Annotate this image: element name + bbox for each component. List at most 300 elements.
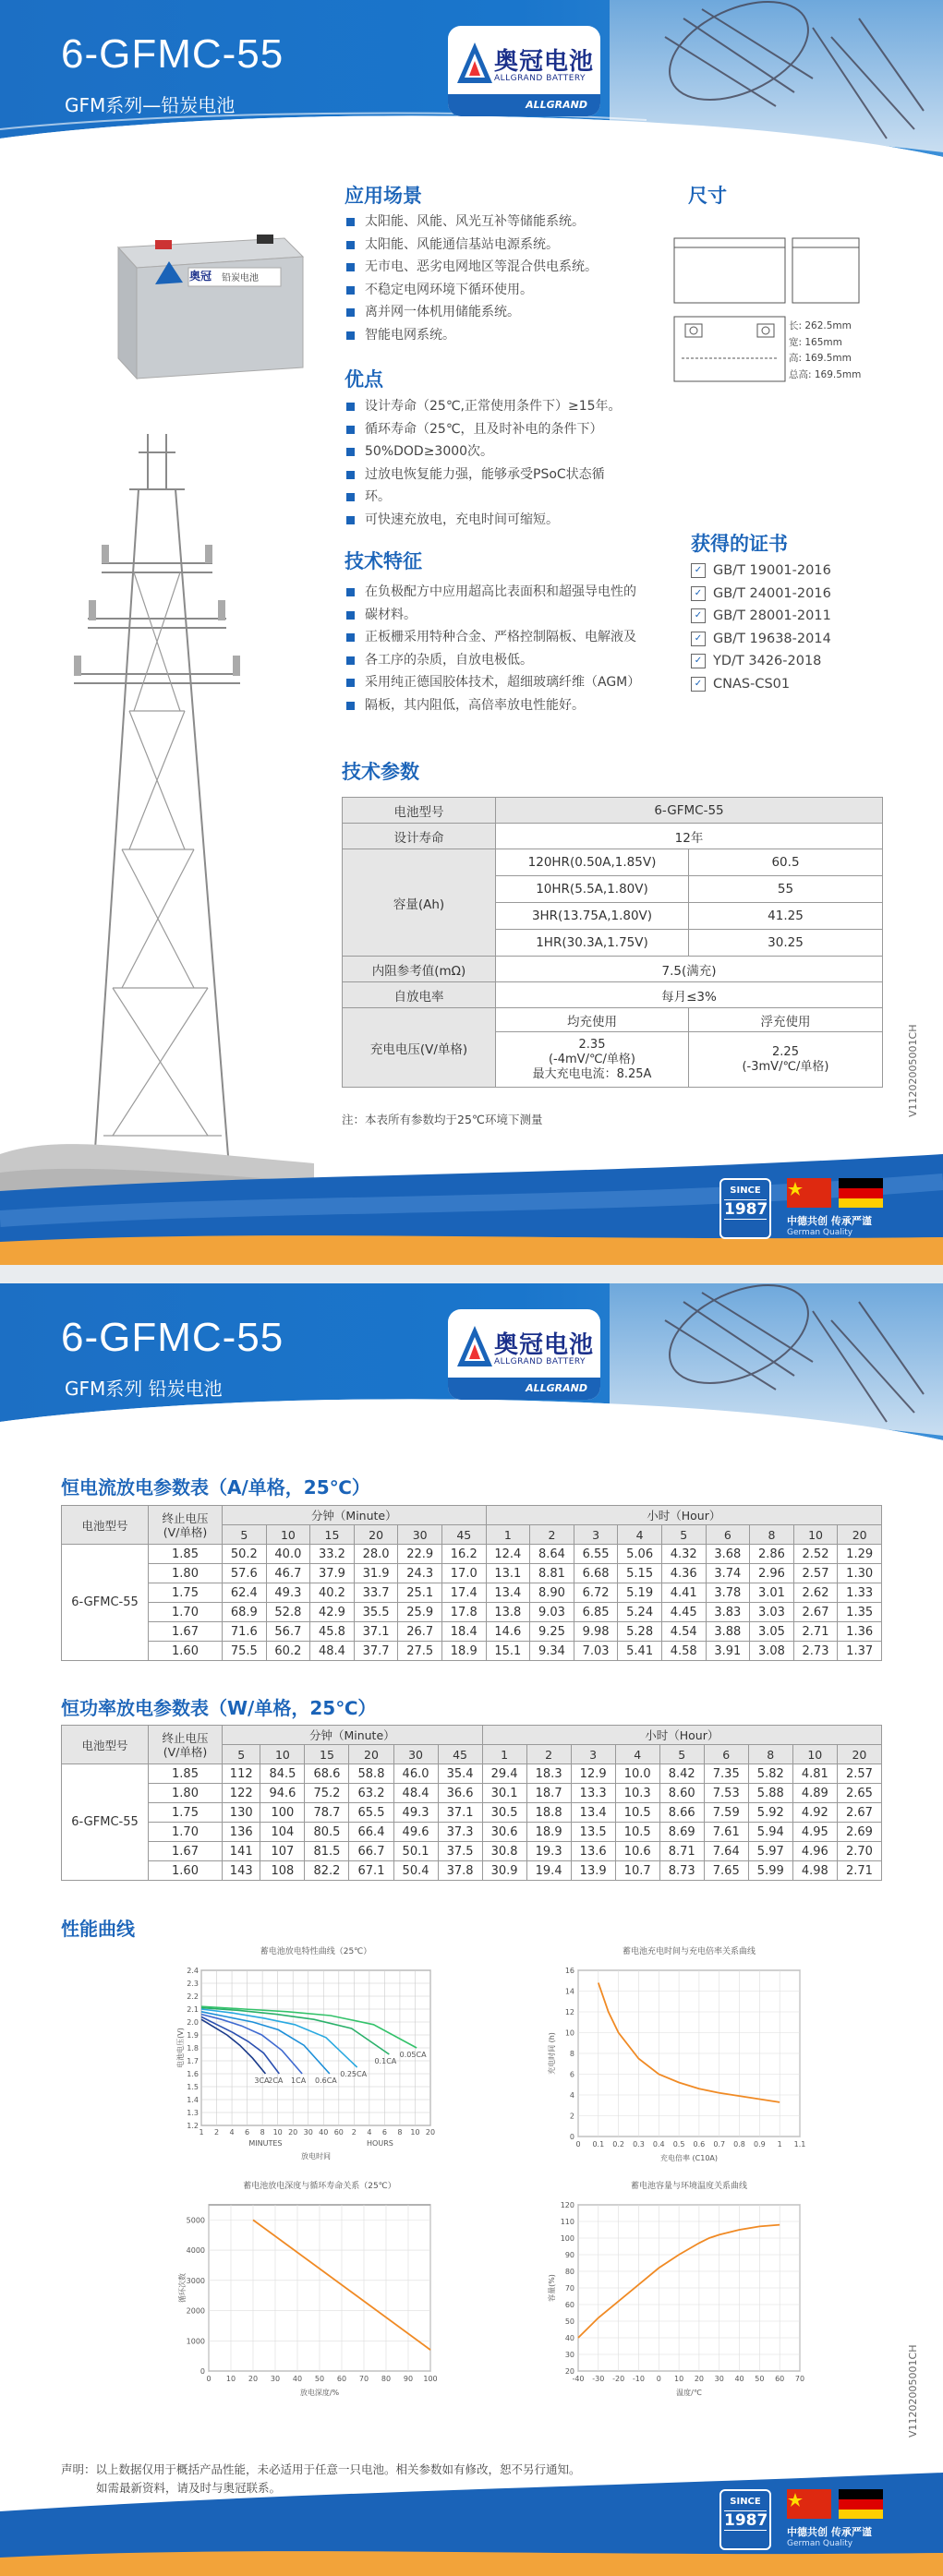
time-column-header: 20 [838, 1525, 882, 1545]
y-tick-label: 1.8 [187, 2044, 199, 2052]
value-cell: 37.7 [354, 1642, 398, 1661]
value-cell: 3.03 [750, 1603, 794, 1622]
value-cell: 3.08 [750, 1642, 794, 1661]
time-column-header: 5 [659, 1745, 704, 1764]
y-tick-label: 2.4 [187, 1967, 199, 1975]
list-item: 采用纯正德国胶体技术，超细玻璃纤维（AGM） [345, 671, 640, 694]
x-tick-label: 0.9 [753, 2140, 766, 2149]
x-tick-label: -40 [572, 2375, 585, 2383]
y-tick-label: 90 [564, 2251, 574, 2259]
x-tick-label: 60 [336, 2375, 347, 2383]
spec-float-value [689, 1032, 883, 1088]
x-tick-label: 8 [260, 2128, 265, 2137]
x-tick-label: 30 [303, 2128, 313, 2137]
value-cell: 2.62 [793, 1583, 838, 1603]
cutoff-voltage-cell: 1.80 [149, 1564, 223, 1583]
x-tick-label: -30 [592, 2375, 605, 2383]
list-item: 不稳定电网环境下循环使用。 [345, 279, 598, 302]
page-header [0, 1283, 943, 1440]
value-cell: 18.4 [441, 1622, 486, 1642]
value-cell: 45.8 [310, 1622, 355, 1642]
value-cell: 8.64 [530, 1545, 574, 1564]
value-cell: 10.5 [615, 1823, 659, 1842]
page-title: 6-GFMC-55 [61, 1315, 284, 1360]
advantages-list [345, 395, 622, 531]
spec-capacity-rate: 120HR(0.50A,1.85V) [496, 849, 689, 876]
spec-note: 注：本表所有参数均于25℃环境下测量 [342, 1113, 543, 1126]
certificates-list [691, 560, 831, 695]
since-year: 1987 [724, 1200, 768, 1219]
value-cell: 4.58 [661, 1642, 706, 1661]
value-cell: 2.96 [750, 1564, 794, 1583]
value-cell: 3.78 [706, 1583, 750, 1603]
china-flag-icon [787, 1178, 831, 1208]
table-row [62, 1545, 882, 1564]
cycle-life-chart [175, 2179, 443, 2419]
y-tick-label: 2.2 [187, 1992, 199, 2001]
x-tick-label: 20 [248, 2375, 259, 2383]
value-cell: 5.24 [618, 1603, 662, 1622]
series-label: 0.25CA [340, 2070, 368, 2078]
value-cell: 10.7 [615, 1861, 659, 1881]
table-row [62, 1583, 882, 1603]
list-item: 离并网一体机用储能系统。 [345, 301, 598, 324]
x-group-label: HOURS [367, 2139, 393, 2148]
table-row [62, 1842, 882, 1861]
value-cell: 5.15 [618, 1564, 662, 1583]
value-cell: 80.5 [305, 1823, 349, 1842]
value-cell: 50.2 [223, 1545, 267, 1564]
value-cell: 35.4 [438, 1764, 482, 1784]
x-tick-label: 1.1 [793, 2140, 806, 2149]
logo-english: ALLGRAND BATTERY [494, 1357, 586, 1366]
value-cell: 13.8 [486, 1603, 530, 1622]
x-tick-label: 4 [229, 2128, 235, 2137]
y-tick-label: 12 [564, 2008, 574, 2016]
value-cell: 35.5 [354, 1603, 398, 1622]
china-flag-icon [787, 2489, 831, 2519]
value-cell: 2.73 [793, 1642, 838, 1661]
spec-float-head: 浮充使用 [689, 1008, 883, 1032]
value-cell: 2.52 [793, 1545, 838, 1564]
time-column-header: 1 [482, 1745, 526, 1764]
value-cell: 13.5 [571, 1823, 615, 1842]
power-discharge-table [61, 1725, 882, 1881]
y-axis-label: 充电时间 (h) [548, 2032, 556, 2075]
value-cell: 37.5 [438, 1842, 482, 1861]
value-cell: 5.92 [748, 1803, 792, 1823]
value-cell: 18.9 [526, 1823, 571, 1842]
y-tick-label: 3000 [186, 2276, 205, 2285]
page-subtitle: GFM系列 铅炭电池 [65, 1378, 223, 1400]
value-cell: 19.3 [526, 1842, 571, 1861]
value-cell: 143 [223, 1861, 260, 1881]
value-cell: 5.99 [748, 1861, 792, 1881]
value-cell: 4.41 [661, 1583, 706, 1603]
page-separator [0, 1265, 943, 1283]
x-tick-label: 1 [777, 2140, 782, 2149]
value-cell: 8.73 [659, 1861, 704, 1881]
x-tick-label: 50 [755, 2375, 765, 2383]
x-tick-label: 8 [397, 2128, 403, 2137]
value-cell: 75.5 [223, 1642, 267, 1661]
time-column-header: 10 [793, 1525, 838, 1545]
footer-background [0, 1154, 943, 1265]
value-cell: 2.71 [793, 1622, 838, 1642]
value-cell: 13.1 [486, 1564, 530, 1583]
x-tick-label: 100 [423, 2375, 438, 2383]
y-tick-label: 70 [564, 2284, 574, 2293]
germany-flag-icon [839, 2489, 883, 2519]
power-table-title: 恒功率放电参数表（W/单格，25℃） [61, 1697, 377, 1719]
value-cell: 81.5 [305, 1842, 349, 1861]
value-cell: 9.03 [530, 1603, 574, 1622]
battery-brand-label: 奥冠 [189, 270, 212, 283]
table-row [62, 1803, 882, 1823]
value-cell: 75.2 [305, 1784, 349, 1803]
list-item: 在负极配方中应用超高比表面积和超强导电性的 [345, 581, 640, 604]
value-cell: 26.7 [398, 1622, 442, 1642]
value-cell: 7.65 [704, 1861, 748, 1881]
time-column-header: 8 [748, 1745, 792, 1764]
y-tick-label: 1.5 [187, 2083, 199, 2091]
time-column-header: 20 [349, 1745, 393, 1764]
value-cell: 136 [223, 1823, 260, 1842]
table-row [62, 1642, 882, 1661]
y-tick-label: 6 [569, 2070, 574, 2079]
value-cell: 1.37 [838, 1642, 882, 1661]
y-tick-label: 10 [564, 2028, 574, 2038]
x-tick-label: -10 [632, 2375, 645, 2383]
y-tick-label: 2.0 [187, 2018, 199, 2027]
spec-charge-label: 充电电压(V/单格) [343, 1008, 496, 1088]
value-cell: 30.1 [482, 1784, 526, 1803]
value-cell: 84.5 [260, 1764, 305, 1784]
value-cell: 31.9 [354, 1564, 398, 1583]
value-cell: 2.67 [793, 1603, 838, 1622]
time-column-header: 2 [526, 1745, 571, 1764]
value-cell: 18.9 [441, 1642, 486, 1661]
y-tick-label: 5000 [186, 2216, 205, 2225]
list-item: 可快速充放电，充电时间可缩短。 [345, 509, 622, 532]
y-tick-label: 4 [569, 2091, 574, 2100]
value-cell: 5.94 [748, 1823, 792, 1842]
dimension-total-height: 总高: 169.5mm [789, 368, 862, 380]
y-axis-label: 电池电压(V) [176, 2028, 185, 2068]
value-cell: 3.88 [706, 1622, 750, 1642]
value-cell: 7.03 [574, 1642, 618, 1661]
certificate-item: ✓ GB/T 19638-2014 [691, 628, 831, 651]
series-label: 3CA [254, 2076, 270, 2085]
table-row [62, 1861, 882, 1881]
spec-capacity-rate: 1HR(30.3A,1.75V) [496, 930, 689, 957]
tech-features-list [345, 581, 640, 716]
value-cell: 4.45 [661, 1603, 706, 1622]
value-cell: 63.2 [349, 1784, 393, 1803]
spec-capacity-rate: 3HR(13.75A,1.80V) [496, 903, 689, 930]
y-tick-label: 2 [569, 2112, 574, 2121]
cutoff-voltage-header [149, 1506, 223, 1545]
list-item: 无市电、恶劣电网地区等混合供电系统。 [345, 256, 598, 279]
since-badge [719, 1178, 771, 1239]
series-label: 0.05CA [399, 2051, 427, 2059]
table-header-row [62, 1506, 882, 1525]
value-cell: 6.55 [574, 1545, 618, 1564]
value-cell: 122 [223, 1784, 260, 1803]
y-tick-label: 1.6 [187, 2070, 199, 2078]
value-cell: 8.42 [659, 1764, 704, 1784]
value-cell: 13.9 [571, 1861, 615, 1881]
current-table-title: 恒电流放电参数表（A/单格，25℃） [61, 1476, 370, 1499]
spec-life-label: 设计寿命 [343, 824, 496, 849]
value-cell: 6.68 [574, 1564, 618, 1583]
x-tick-label: 20 [288, 2128, 298, 2137]
spec-life-value: 12年 [496, 824, 883, 849]
list-item: 设计寿命（25℃,正常使用条件下）≥15年。 [345, 395, 622, 418]
x-tick-label: 0 [575, 2140, 581, 2149]
y-tick-label: 1.2 [187, 2122, 199, 2130]
value-cell: 49.3 [393, 1803, 438, 1823]
value-cell: 13.6 [571, 1842, 615, 1861]
value-cell: 14.6 [486, 1622, 530, 1642]
x-tick-label: 0.7 [713, 2140, 726, 2149]
value-cell: 60.2 [266, 1642, 310, 1661]
spec-table [342, 797, 883, 1088]
series-label: 0.1CA [374, 2057, 397, 2065]
cutoff-voltage-cell: 1.80 [149, 1784, 223, 1803]
list-item: 正板栅采用特种合金、严格控制隔板、电解液及 [345, 626, 640, 649]
x-tick-label: 0.5 [672, 2140, 685, 2149]
y-tick-label: 1000 [186, 2337, 205, 2346]
spec-model-value: 6-GFMC-55 [496, 798, 883, 824]
time-column-header: 8 [750, 1525, 794, 1545]
value-cell: 37.1 [354, 1622, 398, 1642]
list-item: 环。 [345, 486, 622, 509]
value-cell: 37.9 [310, 1564, 355, 1583]
spec-resistance-value: 7.5(满充) [496, 957, 883, 982]
spec-capacity-rate: 10HR(5.5A,1.80V) [496, 876, 689, 903]
value-cell: 56.7 [266, 1622, 310, 1642]
cutoff-voltage-cell: 1.70 [149, 1603, 223, 1622]
value-cell: 5.82 [748, 1764, 792, 1784]
x-tick-label: 0.2 [612, 2140, 625, 2149]
list-item: 各工序的杂质，自放电极低。 [345, 649, 640, 672]
value-cell: 30.6 [482, 1823, 526, 1842]
y-tick-label: 50 [564, 2317, 574, 2326]
value-cell: 15.1 [486, 1642, 530, 1661]
value-cell: 40.0 [266, 1545, 310, 1564]
value-cell: 9.98 [574, 1622, 618, 1642]
model-header: 电池型号 [62, 1506, 149, 1545]
value-cell: 33.7 [354, 1583, 398, 1603]
spec-self-discharge-value: 每月≤3% [496, 982, 883, 1008]
cutoff-voltage-cell: 1.60 [149, 1861, 223, 1881]
table-row [62, 1564, 882, 1583]
time-column-header: 5 [661, 1525, 706, 1545]
x-tick-label: 80 [381, 2375, 392, 2383]
list-item: 50%DOD≥3000次。 [345, 440, 622, 463]
y-tick-label: 0 [199, 2367, 205, 2376]
spec-cycle-head: 均充使用 [496, 1008, 689, 1032]
since-badge [719, 2489, 771, 2550]
time-column-header: 6 [704, 1745, 748, 1764]
table-header-row [62, 1726, 882, 1745]
page-header [0, 0, 943, 157]
document-code: V11202005001CH [907, 2344, 919, 2438]
value-cell: 37.3 [438, 1823, 482, 1842]
value-cell: 13.3 [571, 1784, 615, 1803]
logo-english: ALLGRAND BATTERY [494, 74, 586, 83]
dimension-width: 宽: 165mm [789, 336, 842, 348]
x-tick-label: 0 [206, 2375, 212, 2383]
cutoff-voltage-header-line: 终止电压 [162, 1511, 209, 1525]
value-cell: 30.8 [482, 1842, 526, 1861]
time-column-header: 2 [530, 1525, 574, 1545]
since-label: SINCE [730, 1186, 761, 1196]
cutoff-voltage-cell: 1.75 [149, 1583, 223, 1603]
value-cell: 130 [223, 1803, 260, 1823]
x-tick-label: 6 [381, 2128, 387, 2137]
value-cell: 17.4 [441, 1583, 486, 1603]
value-cell: 141 [223, 1842, 260, 1861]
dimensions-heading: 尺寸 [688, 185, 727, 207]
x-tick-label: 10 [673, 2375, 684, 2383]
value-cell: 18.3 [526, 1764, 571, 1784]
x-tick-label: 0.6 [693, 2140, 706, 2149]
time-column-header: 15 [305, 1745, 349, 1764]
time-column-header: 6 [706, 1525, 750, 1545]
y-tick-label: 2.3 [187, 1980, 199, 1988]
value-cell: 25.9 [398, 1603, 442, 1622]
spec-float-voltage: 2.25 [772, 1044, 799, 1059]
value-cell: 25.1 [398, 1583, 442, 1603]
value-cell: 12.9 [571, 1764, 615, 1784]
dimension-length: 长: 262.5mm [789, 320, 852, 331]
value-cell: 37.1 [438, 1803, 482, 1823]
x-tick-label: 30 [270, 2375, 281, 2383]
value-cell: 58.8 [349, 1764, 393, 1784]
value-cell: 4.32 [661, 1545, 706, 1564]
x-tick-label: 90 [403, 2375, 414, 2383]
cutoff-voltage-cell: 1.70 [149, 1823, 223, 1842]
battery-image [100, 211, 312, 386]
value-cell: 5.19 [618, 1583, 662, 1603]
value-cell: 2.67 [837, 1803, 881, 1823]
y-tick-label: 2.1 [187, 2005, 199, 2014]
page-footer [0, 2465, 943, 2576]
value-cell: 94.6 [260, 1784, 305, 1803]
time-column-header: 20 [837, 1745, 881, 1764]
dimension-height: 高: 169.5mm [789, 353, 852, 364]
x-axis-label: 充电倍率 (C10A) [659, 2154, 719, 2162]
value-cell: 2.65 [837, 1784, 881, 1803]
y-tick-label: 0 [569, 2133, 574, 2141]
value-cell: 5.28 [618, 1622, 662, 1642]
value-cell: 1.36 [838, 1622, 882, 1642]
logo-bar [448, 94, 600, 116]
list-item: 智能电网系统。 [345, 324, 598, 347]
y-tick-label: 1.3 [187, 2109, 199, 2117]
model-cell: 6-GFMC-55 [62, 1545, 149, 1661]
certificate-item: ✓ GB/T 19001-2016 [691, 560, 831, 583]
value-cell: 42.9 [310, 1603, 355, 1622]
logo-bar-text: ALLGRAND [526, 1382, 587, 1394]
x-tick-label: 10 [272, 2128, 283, 2137]
value-cell: 16.2 [441, 1545, 486, 1564]
value-cell: 3.74 [706, 1564, 750, 1583]
spec-capacity-value: 30.25 [689, 930, 883, 957]
chart-title: 蓄电池容量与环境温度关系曲线 [630, 2182, 748, 2191]
value-cell: 112 [223, 1764, 260, 1784]
value-cell: 5.41 [618, 1642, 662, 1661]
x-tick-label: 2 [351, 2128, 357, 2137]
value-cell: 12.4 [486, 1545, 530, 1564]
hour-header: 小时（Hour） [486, 1506, 881, 1525]
temperature-capacity-chart [545, 2179, 813, 2419]
value-cell: 22.9 [398, 1545, 442, 1564]
value-cell: 33.2 [310, 1545, 355, 1564]
value-cell: 10.5 [615, 1803, 659, 1823]
spec-cycle-value [496, 1032, 689, 1088]
value-cell: 29.4 [482, 1764, 526, 1784]
value-cell: 2.69 [837, 1823, 881, 1842]
spec-capacity-value: 55 [689, 876, 883, 903]
x-axis-label: 温度/℃ [676, 2389, 702, 2397]
spec-cycle-current: 最大充电电流：8.25A [532, 1066, 652, 1081]
y-axis-label: 循环次数 [178, 2273, 187, 2303]
value-cell: 10.3 [615, 1784, 659, 1803]
value-cell: 2.86 [750, 1545, 794, 1564]
value-cell: 7.64 [704, 1842, 748, 1861]
x-group-label: MINUTES [248, 2139, 283, 2148]
value-cell: 9.25 [530, 1622, 574, 1642]
value-cell: 1.33 [838, 1583, 882, 1603]
value-cell: 3.83 [706, 1603, 750, 1622]
x-tick-label: 0.3 [633, 2140, 645, 2149]
certificate-item: ✓ YD/T 3426-2018 [691, 650, 831, 673]
table-row [62, 1823, 882, 1842]
battery-type-label: 铅炭电池 [222, 273, 259, 283]
y-tick-label: 4000 [186, 2246, 205, 2256]
y-tick-label: 8 [569, 2050, 574, 2058]
value-cell: 48.4 [393, 1784, 438, 1803]
spec-capacity-value: 41.25 [689, 903, 883, 930]
value-cell: 8.66 [659, 1803, 704, 1823]
x-tick-label: 0.4 [652, 2140, 665, 2149]
time-column-header: 1 [486, 1525, 530, 1545]
value-cell: 4.96 [792, 1842, 837, 1861]
x-tick-label: 30 [714, 2375, 724, 2383]
time-column-header: 20 [354, 1525, 398, 1545]
value-cell: 7.61 [704, 1823, 748, 1842]
logo-text: 奥冠电池 [494, 48, 595, 76]
value-cell: 7.35 [704, 1764, 748, 1784]
x-axis-label: 放电深度/% [299, 2389, 340, 2397]
y-tick-label: 16 [564, 1967, 574, 1975]
chart-title: 蓄电池放电深度与循环寿命关系（25℃） [243, 2182, 396, 2191]
cutoff-voltage-header [149, 1726, 223, 1764]
list-item: 隔板，其内阻低，高倍率放电性能好。 [345, 694, 640, 717]
table-row [62, 1764, 882, 1784]
value-cell: 46.0 [393, 1764, 438, 1784]
x-tick-label: 70 [794, 2375, 805, 2383]
value-cell: 71.6 [223, 1622, 267, 1642]
value-cell: 3.05 [750, 1622, 794, 1642]
time-column-header: 3 [571, 1745, 615, 1764]
value-cell: 49.3 [266, 1583, 310, 1603]
advantages-heading: 优点 [345, 368, 383, 391]
certificate-item: ✓ CNAS-CS01 [691, 673, 831, 696]
